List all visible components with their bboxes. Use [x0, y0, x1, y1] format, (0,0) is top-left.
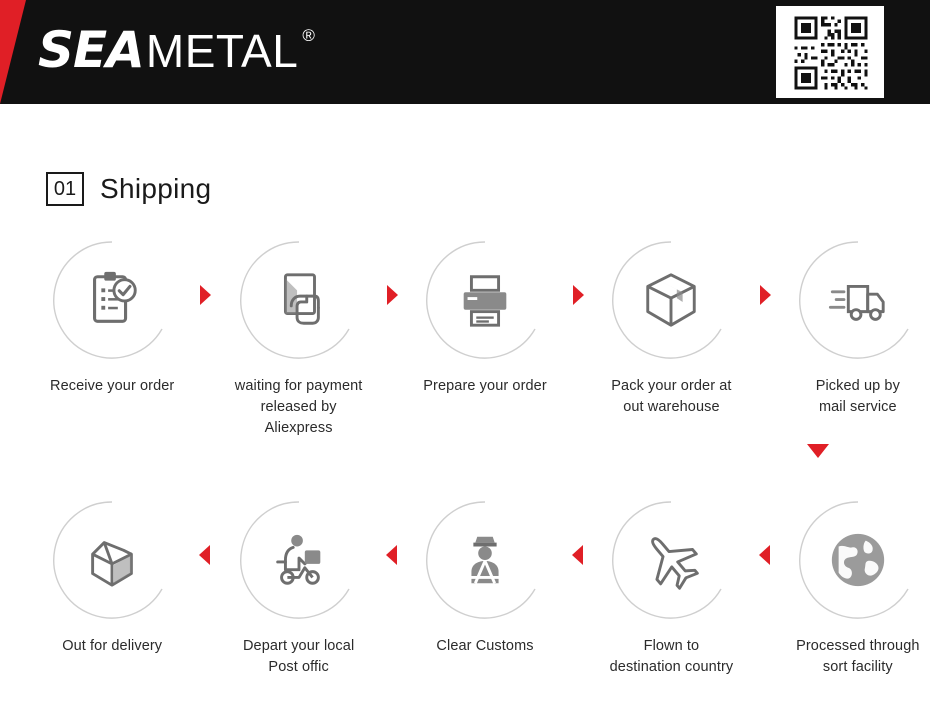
step-label: Receive your order [50, 378, 175, 394]
step-picked-up-mail [786, 238, 930, 418]
step-flown-destination [599, 498, 743, 678]
chevron-down-icon [806, 442, 830, 465]
airplane-icon [635, 524, 707, 596]
registered-mark: ® [302, 26, 315, 45]
section-label: Shipping [100, 173, 212, 204]
step-label-line1: Flown to [643, 638, 700, 654]
step-label: Clear Customs [436, 638, 534, 654]
chevron-right-icon [184, 284, 226, 306]
open-box-icon [76, 524, 148, 596]
step-receive-order [40, 238, 184, 397]
shipping-steps-row-1 [0, 238, 930, 439]
step-pack-order [599, 238, 743, 418]
step-label-line2: mail service [818, 399, 897, 415]
step-label-line2: out warehouse [623, 399, 720, 415]
step-circle [796, 238, 920, 362]
delivery-truck-icon [822, 264, 894, 336]
step-clear-customs [413, 498, 557, 657]
step-circle [50, 238, 174, 362]
step-label-line2: Post offic [268, 659, 329, 675]
clipboard-check-icon [76, 264, 148, 336]
shipping-steps-row-2 [0, 498, 930, 678]
step-circle [50, 498, 174, 622]
header-banner [0, 0, 930, 104]
step-label [243, 636, 354, 678]
scooter-courier-icon [263, 524, 335, 596]
step-out-for-delivery [40, 498, 184, 657]
step-circle [237, 498, 361, 622]
step-circle [609, 238, 733, 362]
qr-code [776, 6, 884, 98]
chevron-left-icon [184, 544, 226, 566]
step-label [226, 376, 370, 439]
step-circle [237, 238, 361, 362]
chevron-right-icon [744, 284, 786, 306]
section-number: 01 [46, 172, 84, 206]
chevron-left-icon [557, 544, 599, 566]
chevron-left-icon [371, 544, 413, 566]
printer-icon [449, 264, 521, 336]
step-label-line2: released by Aliexpress [260, 399, 337, 436]
step-label-line1: Processed through [796, 638, 920, 654]
step-depart-local-post [226, 498, 370, 678]
box-package-icon [635, 264, 707, 336]
step-label-line2: destination country [609, 659, 734, 675]
step-label [816, 376, 900, 418]
step-label [610, 636, 734, 678]
header-red-accent [0, 0, 26, 104]
step-label: Out for delivery [62, 638, 163, 654]
step-label [611, 376, 731, 418]
globe-icon [822, 524, 894, 596]
brand-logo [38, 21, 315, 79]
logo-sea-text: SEA [38, 21, 144, 79]
step-circle [609, 498, 733, 622]
chevron-right-icon [371, 284, 413, 306]
step-label: Prepare your order [423, 378, 547, 394]
step-circle [423, 238, 547, 362]
step-label [796, 636, 919, 678]
qr-code-icon [783, 13, 879, 93]
step-label-line2: sort facility [822, 659, 893, 675]
step-circle [796, 498, 920, 622]
step-prepare-order [413, 238, 557, 397]
step-waiting-payment [226, 238, 370, 439]
step-label-line1: Pack your order at [611, 378, 732, 394]
chevron-right-icon [557, 284, 599, 306]
step-label-line1: Depart your local [242, 638, 355, 654]
customs-officer-icon [449, 524, 521, 596]
logo-metal-text: METAL [145, 25, 299, 77]
section-title [46, 172, 211, 206]
chevron-left-icon [744, 544, 786, 566]
step-processed-sort-facility [786, 498, 930, 678]
step-label-line1: waiting for payment [234, 378, 363, 394]
hand-payment-icon [263, 264, 335, 336]
step-circle [423, 498, 547, 622]
step-label-line1: Picked up by [815, 378, 900, 394]
